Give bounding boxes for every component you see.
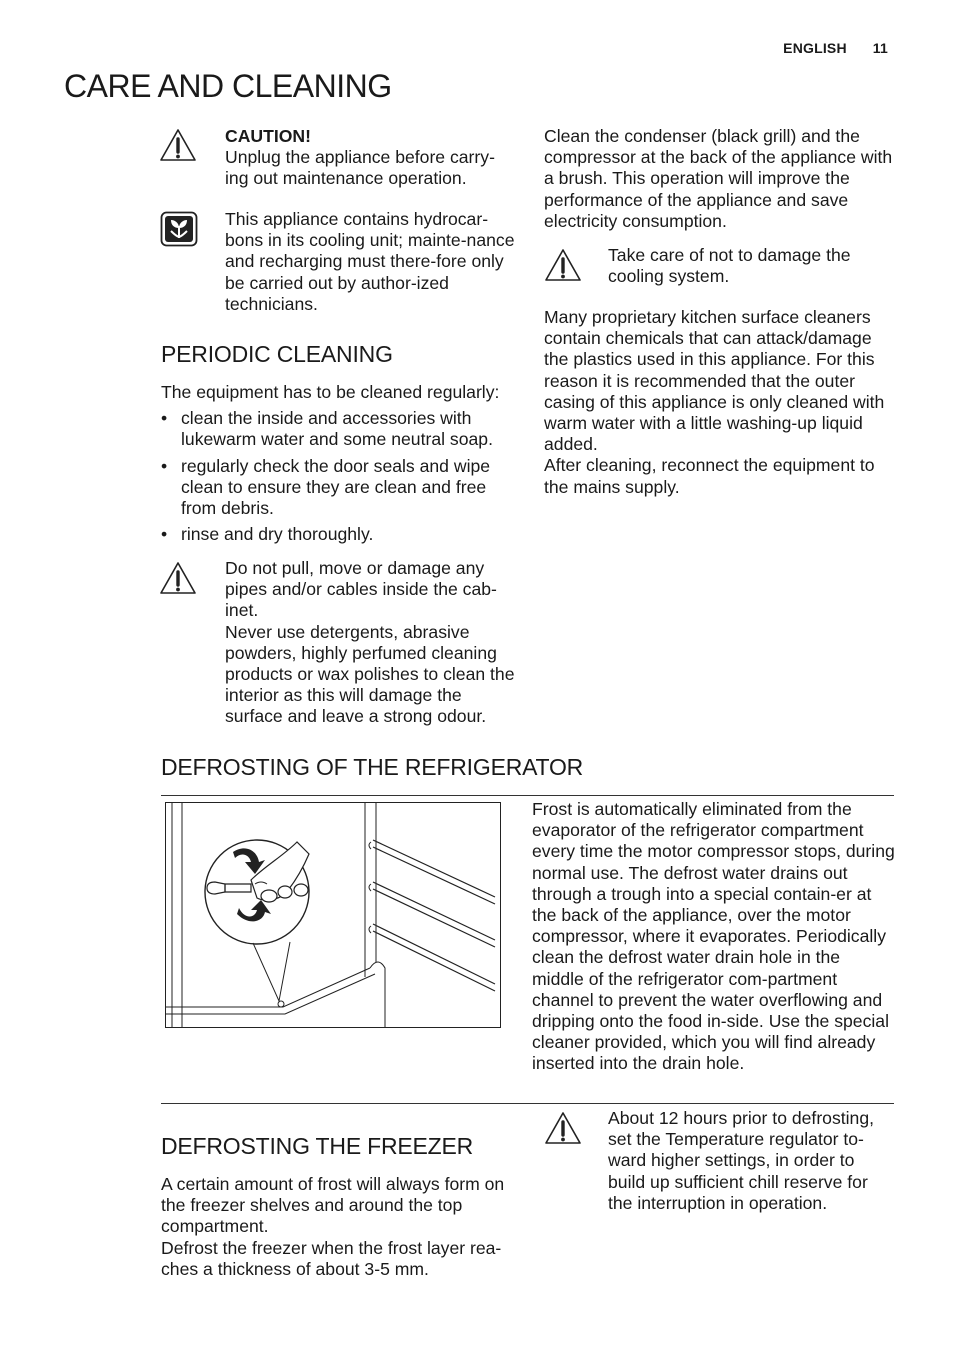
environment-icon bbox=[160, 211, 198, 247]
condenser-text: Clean the condenser (black grill) and the compressor at the back of the appliance with a brush. This operation will improve the performance of the appliance and save electricity consumption. bbox=[544, 126, 893, 231]
warning-triangle-icon bbox=[159, 561, 197, 595]
language-label: ENGLISH bbox=[783, 40, 847, 56]
caution-label: CAUTION! bbox=[225, 126, 312, 146]
detergent-warning-text: Never use detergents, abrasive powders, highly perfumed cleaning products or wax polishes to clean the interior as this will damage the surface and leave a strong odour. bbox=[225, 621, 515, 727]
cabinet-warning-block bbox=[225, 558, 517, 728]
cabinet-warning-text: Do not pull, move or damage any pipes and/or cables inside the cab-inet. bbox=[225, 558, 497, 621]
periodic-intro: The equipment has to be cleaned regularly: bbox=[161, 382, 500, 402]
list-item: • regularly check the door seals and wipe clean to ensure they are clean and free from debris. bbox=[161, 456, 501, 520]
section-divider bbox=[161, 1103, 894, 1104]
periodic-cleaning-title: PERIODIC CLEANING bbox=[161, 341, 393, 367]
defrost-freezer-title: DEFROSTING THE FREEZER bbox=[161, 1133, 474, 1159]
caution-block bbox=[225, 126, 515, 190]
environment-text: This appliance contains hydrocar-bons in its cooling unit; mainte-nance and recharging must there-fore only be carried out by author-ized technicians. bbox=[225, 209, 515, 314]
page-header bbox=[783, 40, 888, 56]
warning-triangle-icon bbox=[544, 248, 582, 282]
section-divider bbox=[161, 795, 894, 796]
defrost-refrigerator-paragraph bbox=[532, 799, 896, 1075]
defrost-freezer-warning-block bbox=[608, 1108, 896, 1214]
cooling-warning-block bbox=[608, 245, 896, 287]
defrost-refrigerator-title: DEFROSTING OF THE REFRIGERATOR bbox=[161, 754, 584, 780]
defrost-freezer-paragraph bbox=[161, 1174, 517, 1280]
list-item: • clean the inside and accessories with lukewarm water and some neutral soap. bbox=[161, 408, 501, 450]
defrost-freezer-text-2: Defrost the freezer when the frost layer rea-ches a thickness of about 3-5 mm. bbox=[161, 1237, 502, 1279]
page-number: 11 bbox=[872, 40, 888, 56]
page-title: CARE AND CLEANING bbox=[64, 68, 392, 104]
environment-block bbox=[225, 209, 515, 315]
cleaners-text: Many proprietary kitchen surface cleaners contain chemicals that can attack/damage the plastics used in this appliance. For this reason it is recommended that the outer casing of this appliance is only cleaned with warm water with a little washing-up liquid added. bbox=[544, 307, 885, 455]
list-item: • rinse and dry thoroughly. bbox=[161, 524, 501, 545]
drain-hole-cleaning-illustration bbox=[165, 802, 501, 1028]
defrost-freezer-warning-text: About 12 hours prior to defrosting, set the Temperature regulator to-ward higher settings, in order to build up sufficient chill reserve for the interruption in operation. bbox=[608, 1108, 875, 1213]
cleaners-paragraph bbox=[544, 307, 900, 498]
caution-text: Unplug the appliance before carry-ing out maintenance operation. bbox=[225, 147, 495, 189]
condenser-paragraph bbox=[544, 126, 896, 232]
defrost-refrigerator-text: Frost is automatically eliminated from the evaporator of the refrigerator compartment every time the motor compressor stops, during normal use. The defrost water drains out through a trough into a special contain-er at the back of the appliance, over the motor compressor, where it evaporates. Periodically clean the defrost water drain hole in the middle of the refrigerator com-partment channel to prevent the water overflowing and dripping onto the food in-side. Use the special cleaner provided, which you will find already inserted into the drain hole. bbox=[532, 799, 895, 1074]
periodic-cleaning-body bbox=[161, 382, 521, 550]
warning-triangle-icon bbox=[159, 128, 197, 162]
warning-triangle-icon bbox=[544, 1111, 582, 1145]
reconnect-text: After cleaning, reconnect the equipment to the mains supply. bbox=[544, 455, 875, 497]
periodic-bullet-list bbox=[161, 408, 501, 545]
cooling-warning-text: Take care of not to damage the cooling system. bbox=[608, 245, 851, 287]
defrost-freezer-text-1: A certain amount of frost will always form on the freezer shelves and around the top compartment. bbox=[161, 1174, 505, 1237]
